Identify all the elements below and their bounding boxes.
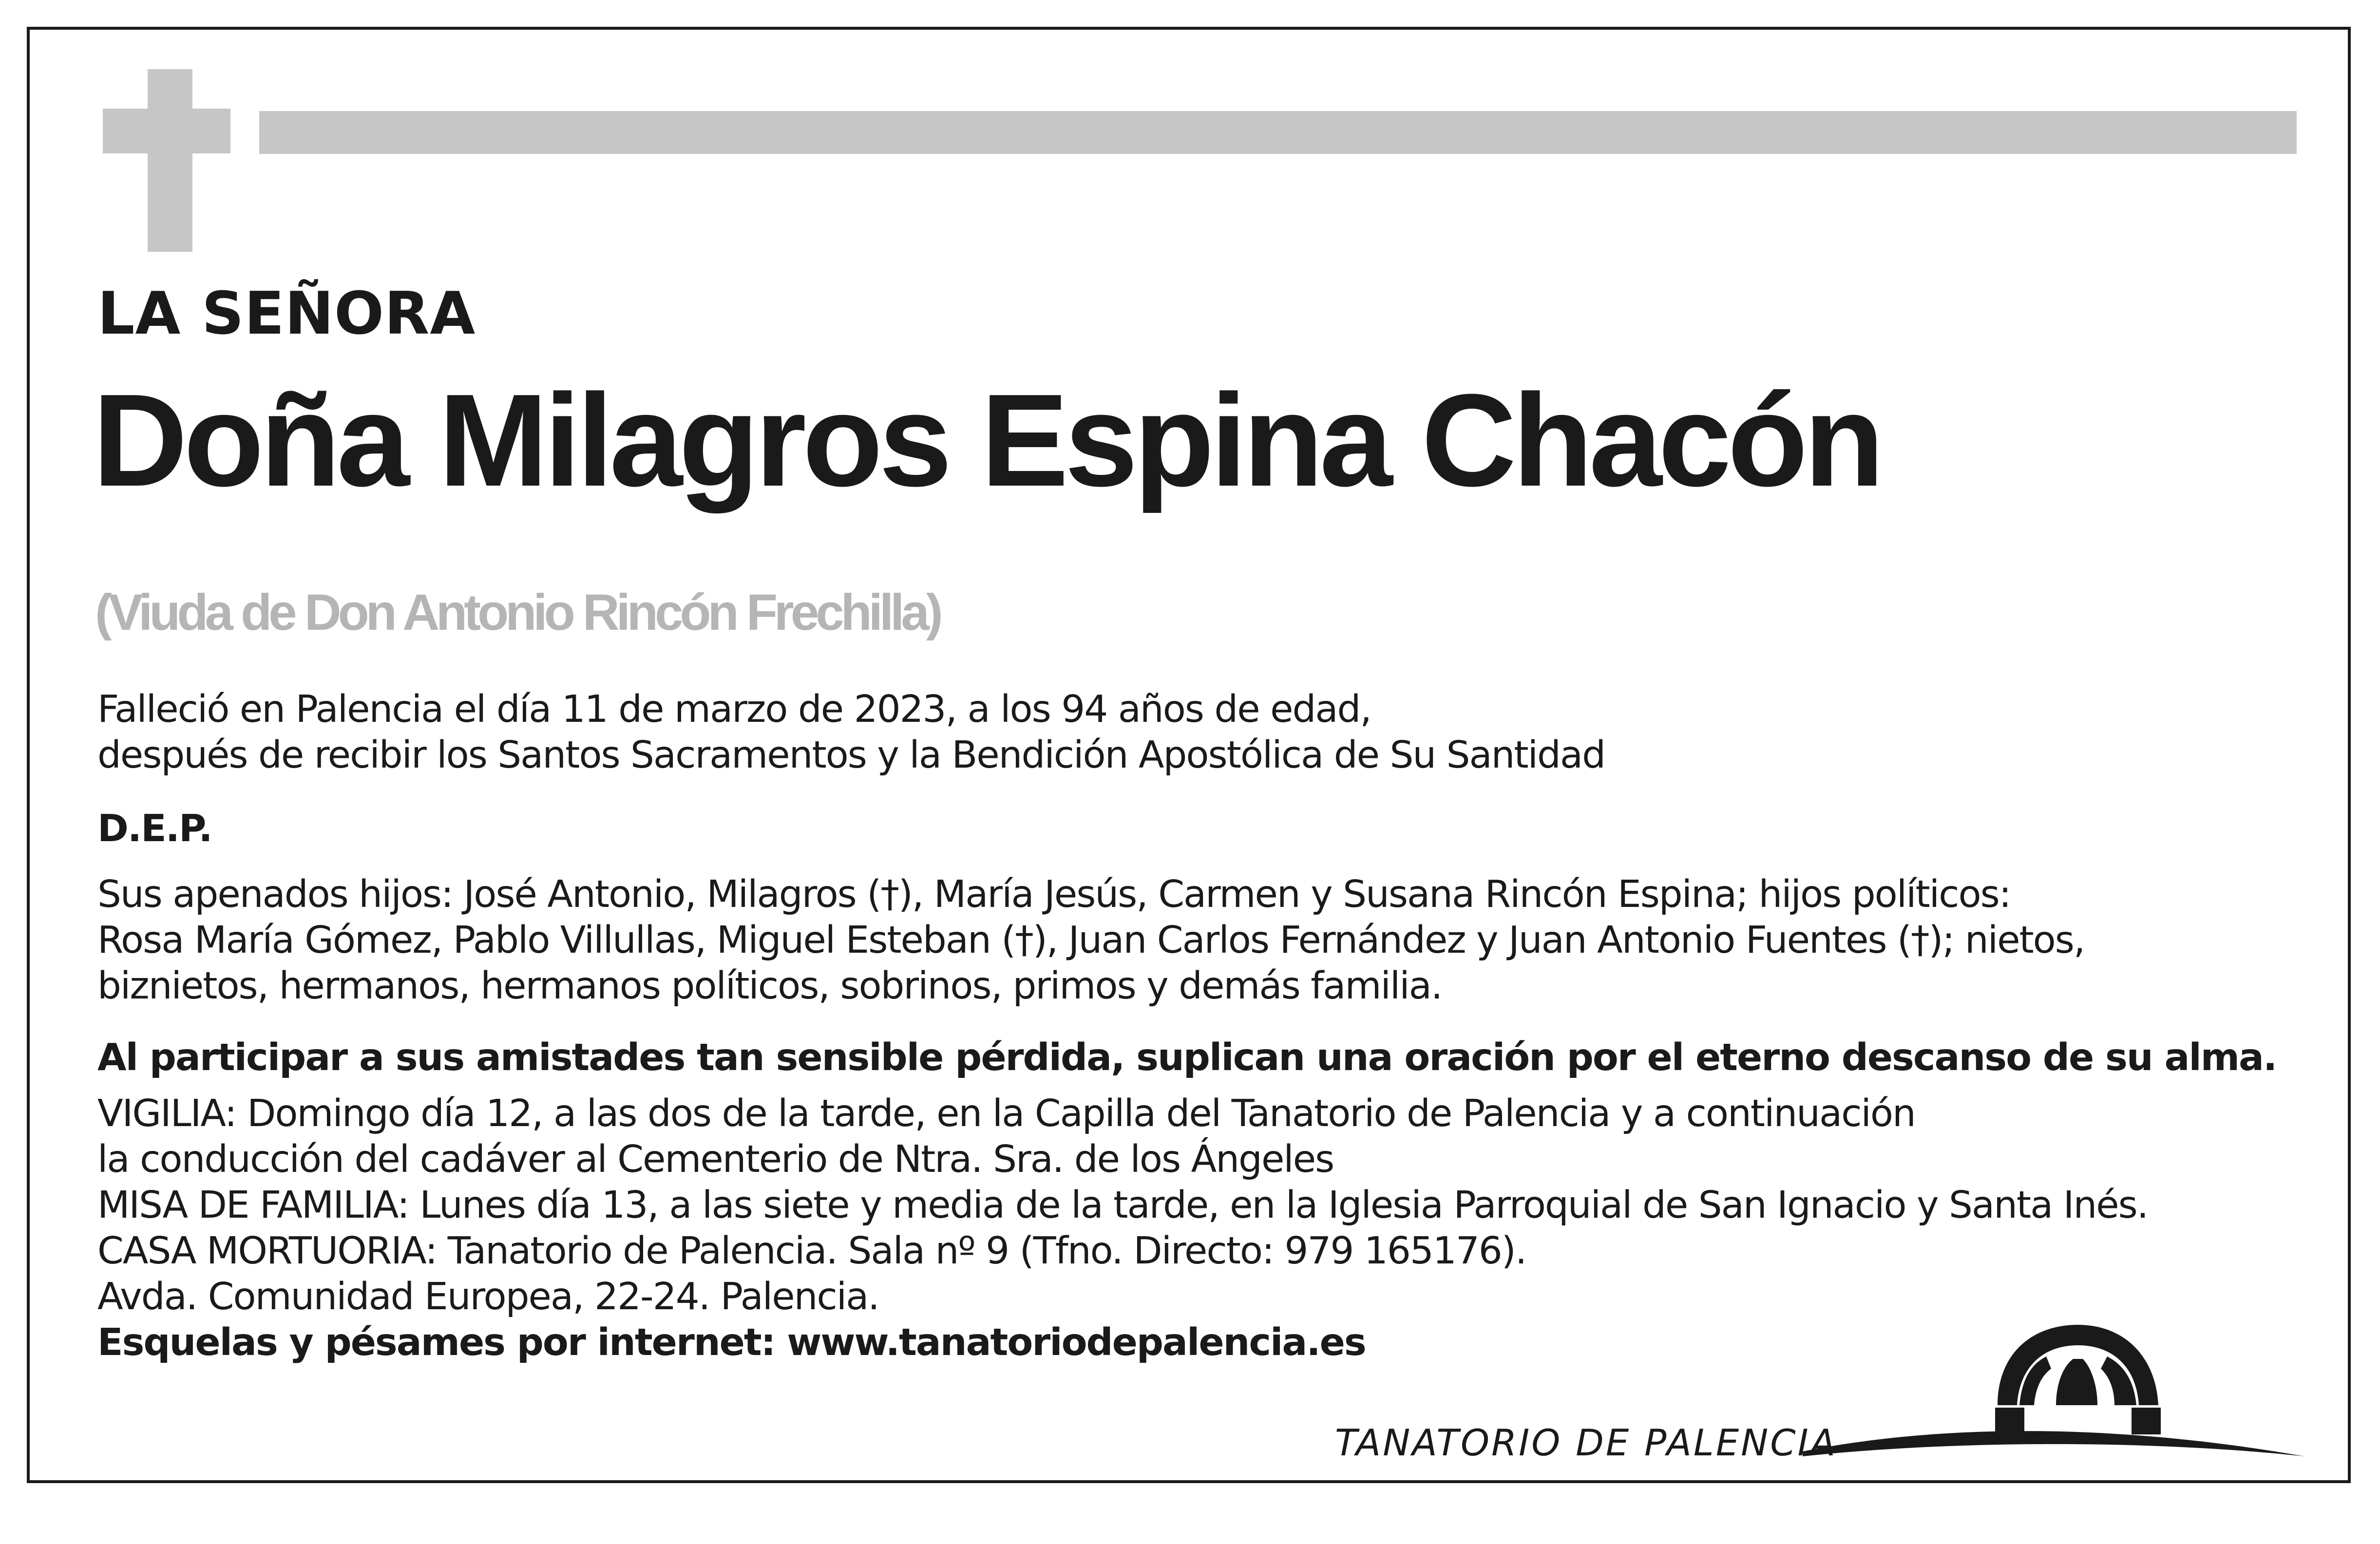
header-bar [259,111,2297,154]
family-line: biznietos, hermanos, hermanos políticos, sobrinos, primos y demás familia. [97,964,1442,1008]
honorific: LA SEÑORA [97,280,476,348]
tanatorio-dome-logo-icon [1803,1310,2304,1471]
logo-text: TANATORIO DE PALENCIA [1335,1421,1837,1464]
service-line: MISA DE FAMILIA: Lunes día 13, a las siete y media de la tarde, en la Iglesia Parroquial de San Ignacio y Santa Inés. [97,1184,2148,1227]
internet-link[interactable]: Esquelas y pésames por internet: www.tanatoriodepalencia.es [97,1321,1366,1364]
family-line: Rosa María Gómez, Pablo Villullas, Miguel Esteban (†), Juan Carlos Fernández y Juan Antonio Fuentes (†); nietos, [97,919,2085,962]
cross-icon-arm [103,109,230,153]
service-line: Avda. Comunidad Europea, 22-24. Palencia. [97,1275,879,1318]
death-line: Falleció en Palencia el día 11 de marzo de 2023, a los 94 años de edad, [97,688,1371,731]
death-line: después de recibir los Santos Sacramentos y la Bendición Apostólica de Su Santidad [97,734,1605,777]
death-info [97,687,1605,778]
family-line: Sus apenados hijos: José Antonio, Milagros (†), María Jesús, Carmen y Susana Rincón Espina; hijos políticos: [97,873,2011,916]
prayer-request: Al participar a sus amistades tan sensible pérdida, suplican una oración por el eterno descanso de su alma. [97,1036,2277,1079]
widow-note: (Viuda de Don Antonio Rincón Frechilla) [95,584,940,641]
deceased-name: Doña Milagros Espina Chacón [93,367,1881,514]
family-list [97,872,2084,1009]
service-line: la conducción del cadáver al Cementerio de Ntra. Sra. de los Ángeles [97,1138,1334,1181]
service-line: VIGILIA: Domingo día 12, a las dos de la tarde, en la Capilla del Tanatorio de Palencia y a continuación [97,1092,1915,1135]
service-line: CASA MORTUORIA: Tanatorio de Palencia. Sala nº 9 (Tfno. Directo: 979 165176). [97,1229,1526,1273]
dep-label: D.E.P. [97,807,212,850]
cross-icon [148,69,192,252]
